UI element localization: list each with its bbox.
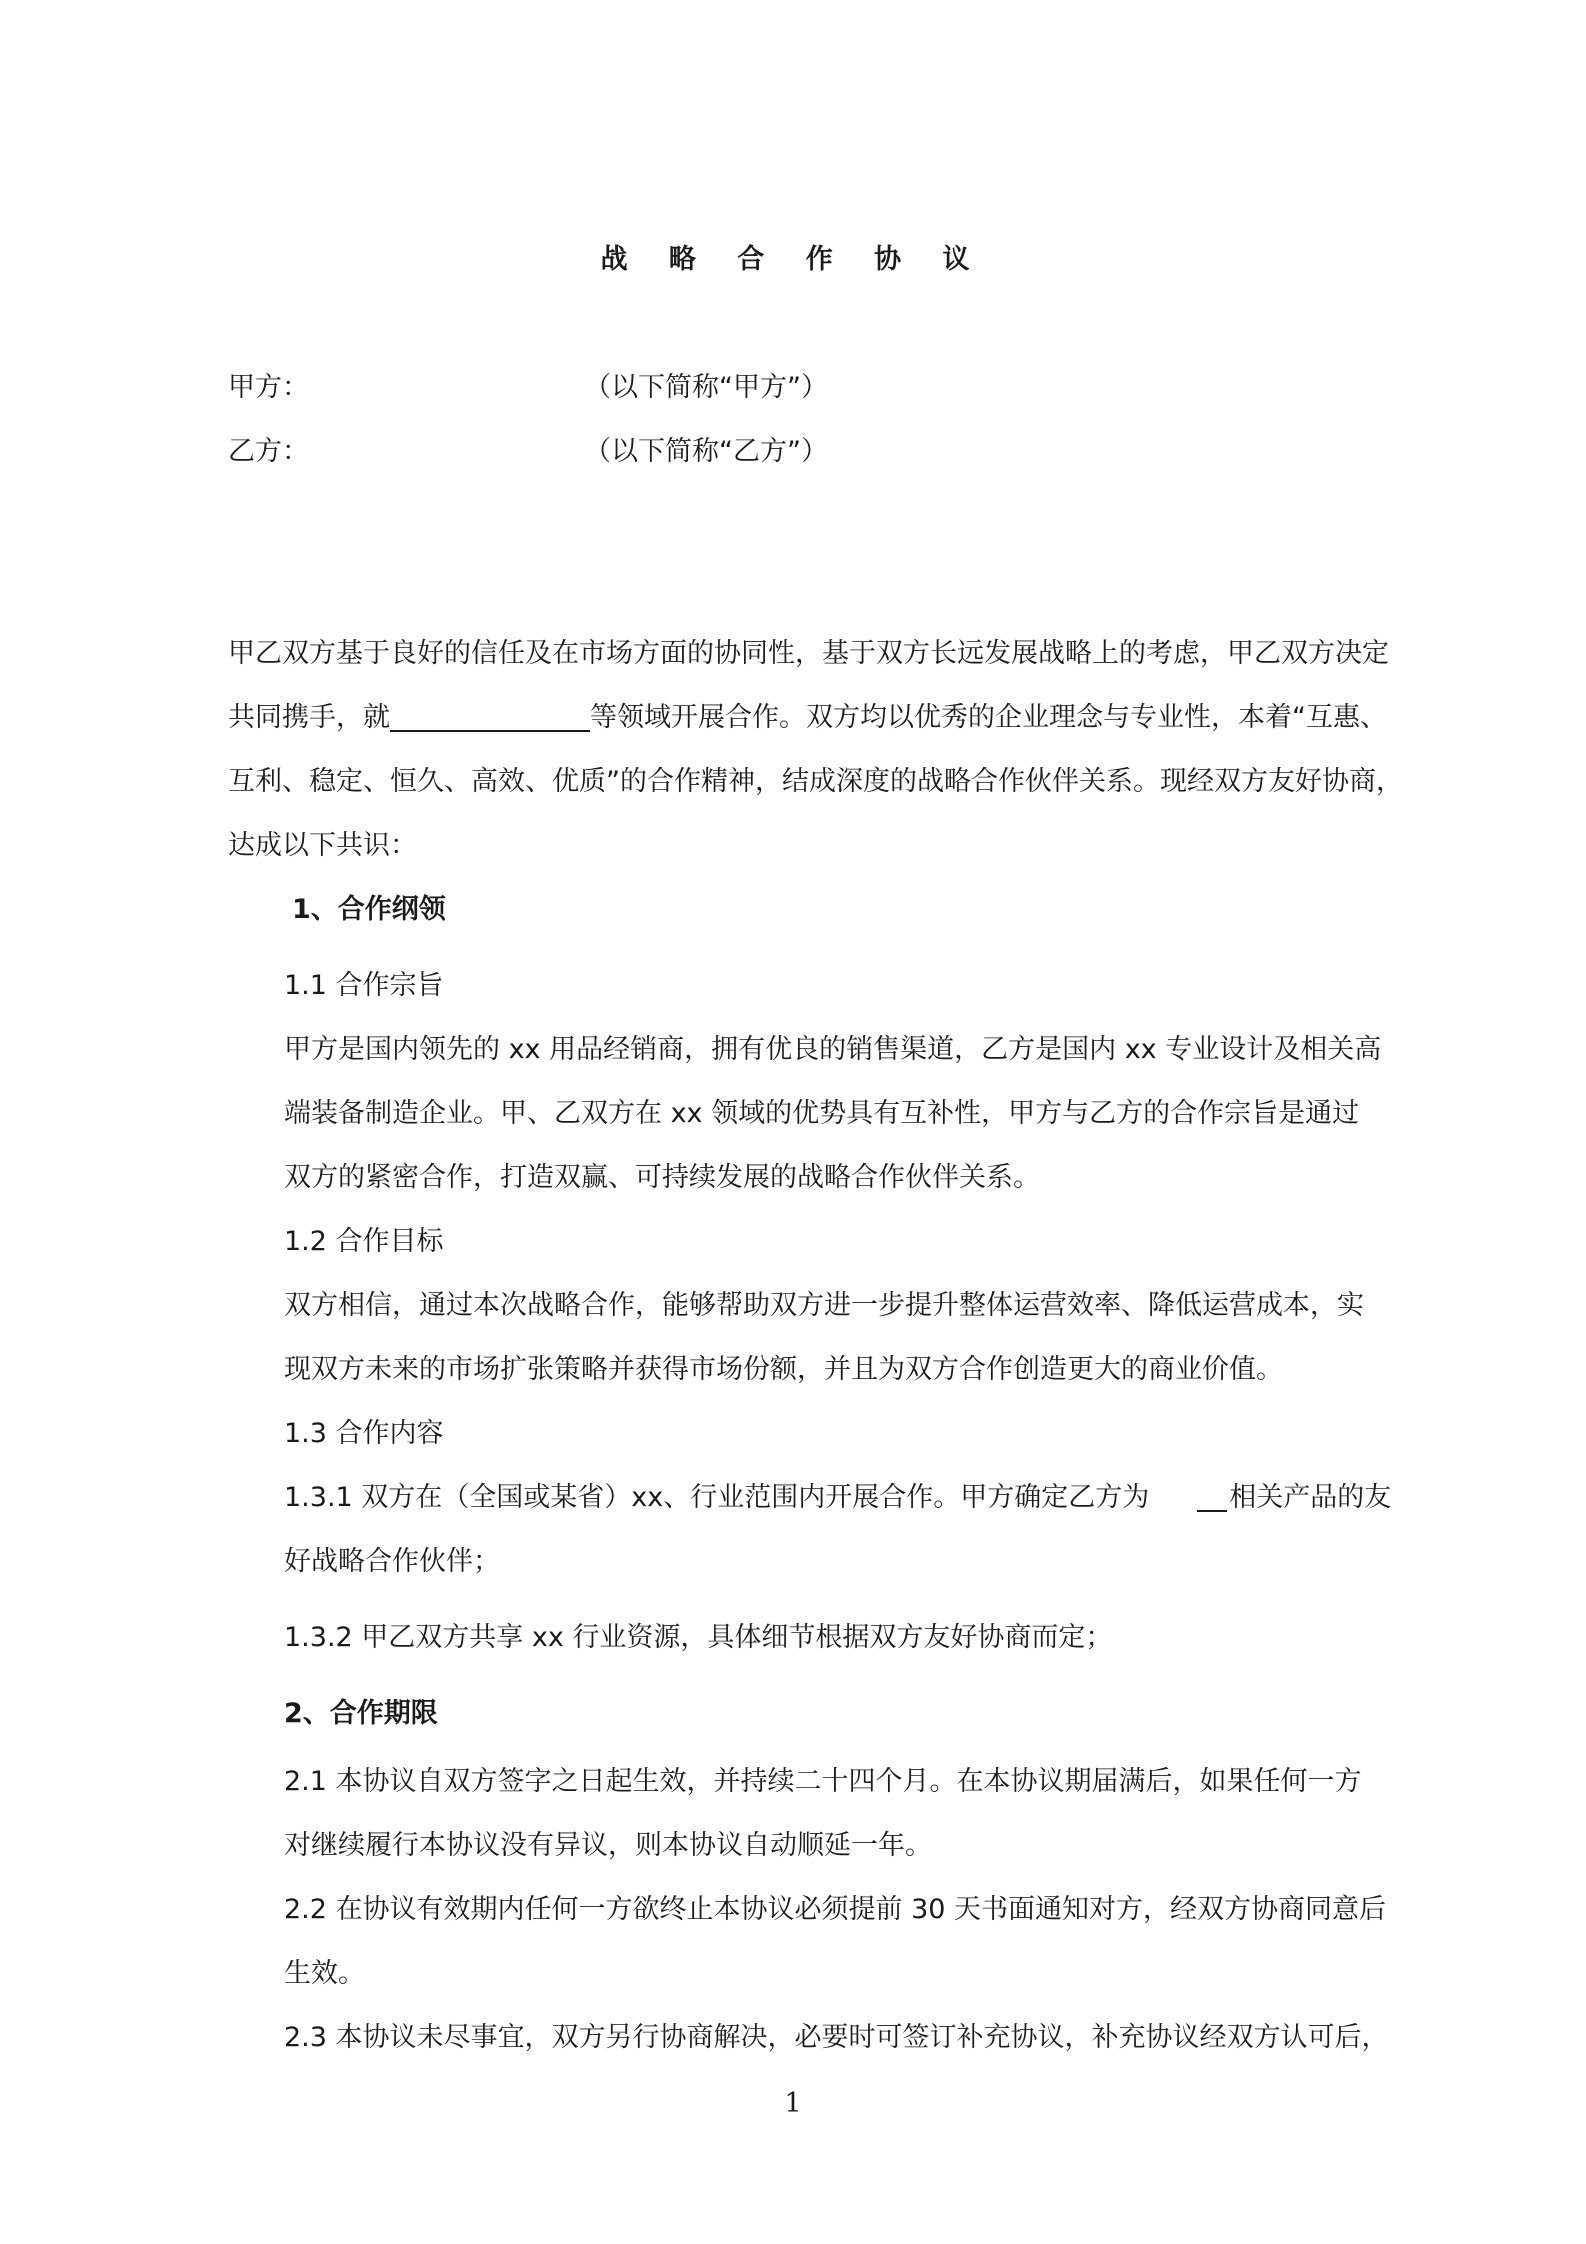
section-1-2-heading: 1.2 合作目标: [284, 1226, 444, 1257]
intro-text-part2: 等领域开展合作。双方均以优秀的企业理念与专业性，本着“互惠、互利、稳定、恒久、高效、优质”的合作精神，结成深度的战略合作伙伴关系。现经双方友好协商，达成以下共识：: [228, 702, 1403, 861]
document-title: 战 略 合 作 协 议: [600, 244, 986, 275]
party-a-label: 甲方：: [228, 372, 309, 403]
section-1-1-line: 甲方是国内领先的 xx 用品经销商，拥有优良的销售渠道，乙方是国内 xx 专业设计及相关高: [284, 1034, 1382, 1065]
fill-in-blank-field: [390, 700, 590, 732]
page-number: 1: [784, 2088, 802, 2119]
section-1-1-line: 双方的紧密合作，打造双赢、可持续发展的战略合作伙伴关系。: [284, 1162, 1040, 1193]
product-blank-field: [1197, 1482, 1227, 1512]
section-1-1-heading: 1.1 合作宗旨: [284, 970, 444, 1001]
section-2-line: 2.1 本协议自双方签字之日起生效，并持续二十四个月。在本协议期届满后，如果任何一方: [284, 1766, 1362, 1797]
section-1-3-1-text-part2: 相关产品的友: [1229, 1482, 1392, 1513]
section-2-line: 2.3 本协议未尽事宜，双方另行协商解决，必要时可签订补充协议，补充协议经双方认可后，: [284, 2022, 1389, 2053]
party-b-line: [228, 432, 828, 472]
section-1-2-line: 现双方未来的市场扩张策略并获得市场份额，并且为双方合作创造更大的商业价值。: [284, 1354, 1283, 1385]
party-a-line: [228, 368, 828, 408]
section-1-3-2-line: 1.3.2 甲乙双方共享 xx 行业资源，具体细节根据双方友好协商而定；: [284, 1622, 1113, 1653]
intro-paragraph: [228, 622, 1408, 878]
party-b-label: 乙方：: [228, 436, 309, 467]
section-1-2-line: 双方相信，通过本次战略合作，能够帮助双方进一步提升整体运营效率、降低运营成本，实: [284, 1290, 1364, 1321]
section-2-line: 对继续履行本协议没有异议，则本协议自动顺延一年。: [284, 1830, 932, 1861]
section-2-line: 2.2 在协议有效期内任何一方欲终止本协议必须提前 30 天书面通知对方，经双方协商同意后: [284, 1894, 1387, 1925]
party-a-abbreviation: （以下简称“甲方”）: [584, 372, 828, 403]
intro-text-part1: 甲乙双方基于良好的信任及在市场方面的协同性，基于双方长远发展战略上的考虑，甲乙双方决定共同携手，就: [228, 638, 1389, 733]
section-1-3-heading: 1.3 合作内容: [284, 1418, 444, 1449]
section-1-1-line: 端装备制造企业。甲、乙双方在 xx 领域的优势具有互补性，甲方与乙方的合作宗旨是通过: [284, 1098, 1360, 1129]
section-2-line: 生效。: [284, 1958, 365, 1989]
section-1-3-1-line: [284, 1478, 1412, 1518]
section-1-3-1-continuation: 好战略合作伙伴；: [284, 1546, 500, 1577]
section-1-heading: 1、合作纲领: [292, 894, 446, 925]
section-2-heading: 2、合作期限: [284, 1698, 438, 1729]
section-1-3-1-text-part1: 1.3.1 双方在（全国或某省）xx、行业范围内开展合作。甲方确定乙方为: [284, 1482, 1150, 1513]
party-b-abbreviation: （以下简称“乙方”）: [584, 436, 828, 467]
